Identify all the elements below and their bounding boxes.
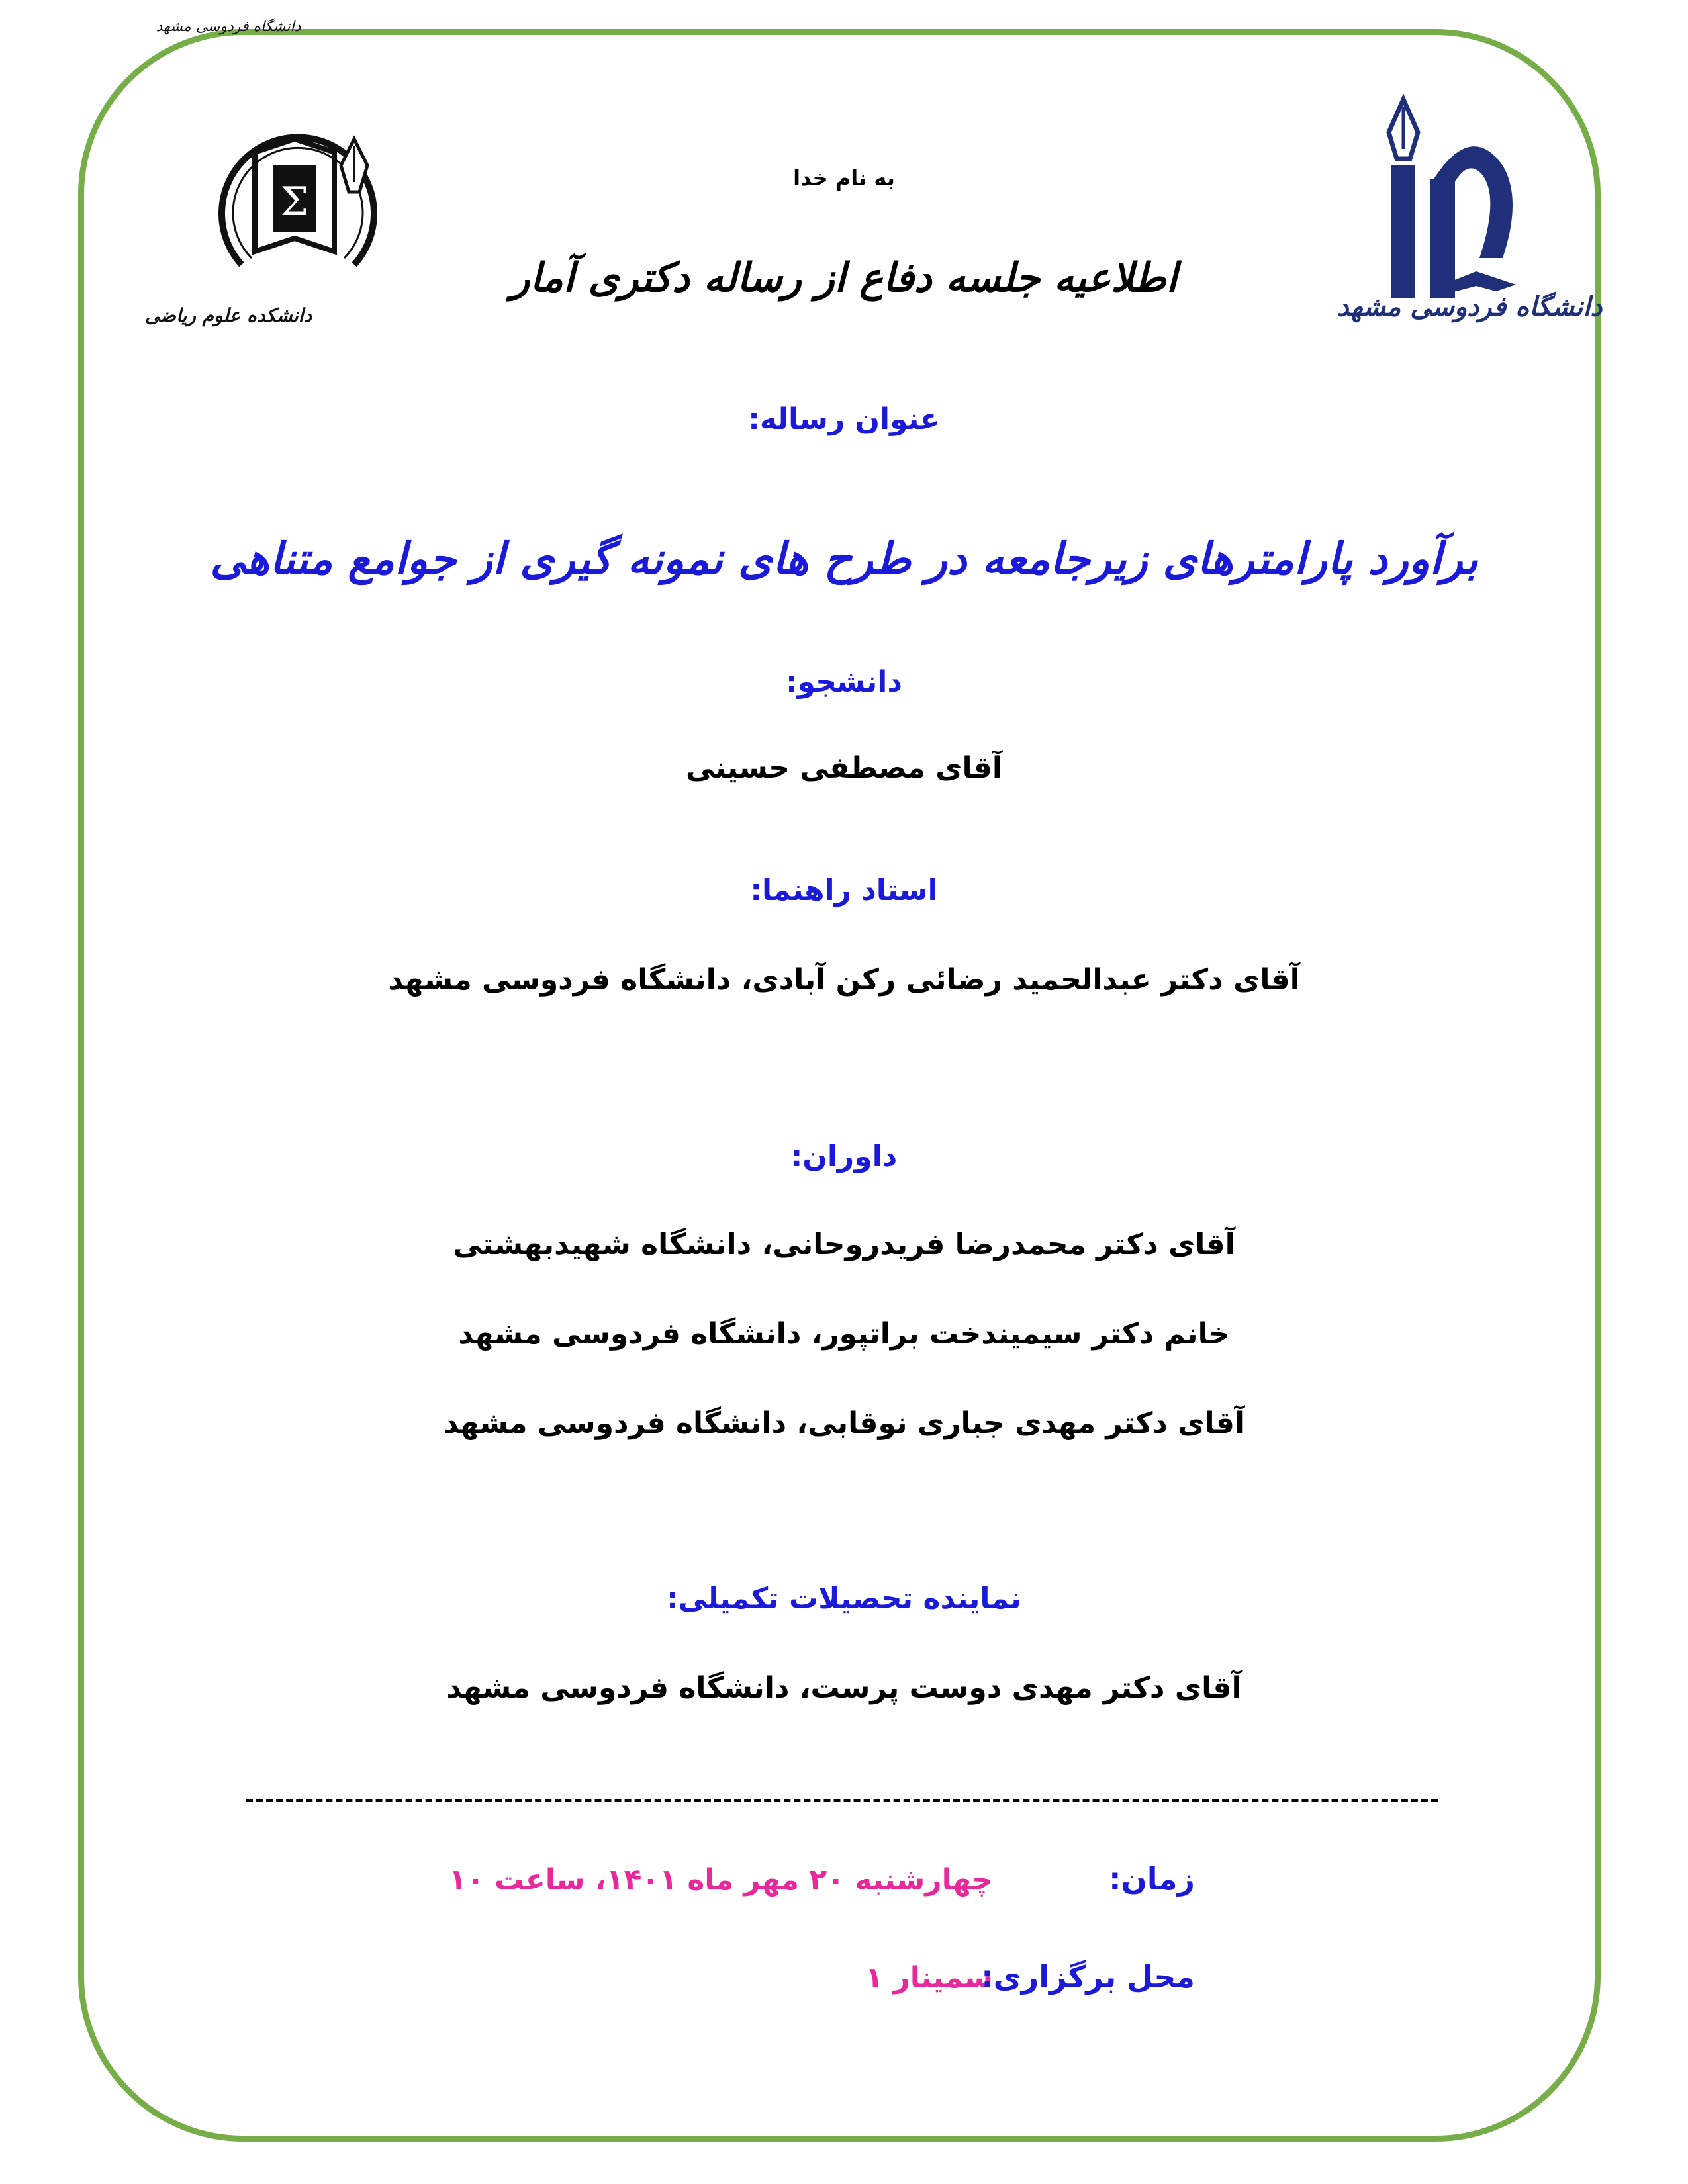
time-row: [449, 1861, 1195, 1897]
representative-name: آقای دکتر مهدی دوست پرست، دانشگاه فردوسی مشهد: [446, 1671, 1242, 1705]
announcement-title: اطلاعیه جلسه دفاع از رساله دکتری آمار: [510, 255, 1178, 301]
dashed-divider: [246, 1799, 1438, 1802]
representative-label: نماینده تحصیلات تکمیلی:: [667, 1582, 1021, 1615]
place-label: محل برگزاری:: [981, 1959, 1195, 1995]
student-label: دانشجو:: [786, 665, 902, 699]
place-value: سمینار ۱: [865, 1961, 993, 1995]
faculty-logo-ring-text: دانشگاه فردوسی مشهد: [156, 19, 301, 35]
thesis-title: برآورد پارامترهای زیرجامعه در طرح های نمونه گیری از جوامع متناهی: [210, 533, 1478, 584]
referee-item: آقای دکتر مهدی جباری نوقابی، دانشگاه فردوسی مشهد: [444, 1406, 1244, 1440]
advisor-name: آقای دکتر عبدالحمید رضائی رکن آبادی، دانشگاه فردوسی مشهد: [388, 963, 1300, 997]
university-logo-caption: دانشگاه فردوسی مشهد: [1336, 291, 1603, 322]
faculty-logo-caption: دانشکده علوم ریاضی: [144, 304, 312, 326]
referees-label: داوران:: [790, 1140, 898, 1173]
svg-text:Σ: Σ: [280, 179, 309, 225]
referee-item: آقای دکتر محمدرضا فریدروحانی، دانشگاه شهیدبهشتی: [453, 1228, 1235, 1261]
time-value: چهارشنبه ۲۰ مهر ماه ۱۴۰۱، ساعت ۱۰: [449, 1863, 993, 1897]
place-row: [865, 1959, 1195, 1995]
advisor-label: استاد راهنما:: [750, 874, 938, 907]
referee-item: خانم دکتر سیمیندخت براتپور، دانشگاه فردوسی مشهد: [458, 1317, 1230, 1351]
time-label: زمان:: [1109, 1861, 1195, 1897]
thesis-label: عنوان رساله:: [748, 402, 940, 436]
bismillah-text: به نام خدا: [793, 165, 895, 191]
student-name: آقای مصطفی حسینی: [686, 751, 1002, 785]
